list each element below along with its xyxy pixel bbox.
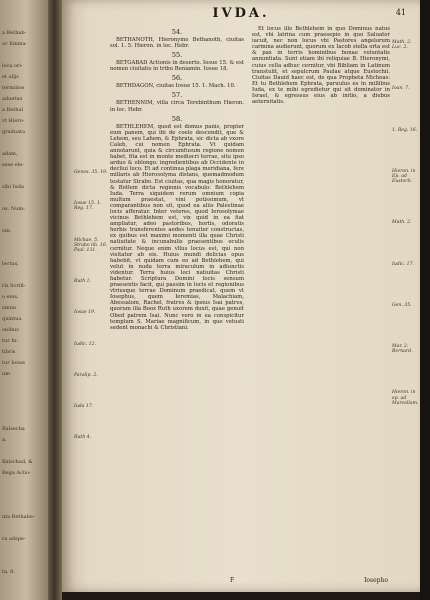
dictionary-entry: [110, 51, 244, 72]
left-page-fragment: a Bethul: [2, 107, 24, 113]
margin-note: Ioan. 7.: [392, 86, 410, 92]
margin-note: Gen. 35.: [392, 302, 412, 308]
signature-mark: F: [230, 577, 235, 584]
left-page-fragment: os. Num-: [2, 206, 25, 212]
book-page: [62, 0, 420, 592]
margin-note: 1. Reg. 16.: [392, 127, 418, 133]
left-margin-notes: [74, 170, 108, 466]
catchword: Iosepho: [364, 577, 388, 584]
margin-note: Hieron. in Ep. ad Eustoch.: [392, 168, 416, 185]
left-page-fragment: sibi Iuda: [2, 184, 24, 190]
left-page-fragment: esse ele-: [2, 162, 24, 168]
left-page-fragment: terminos: [2, 85, 25, 91]
running-head: [62, 6, 420, 20]
left-page-fragment: a.: [2, 437, 7, 443]
entry-text: BETHDAGON, ciuitas Iosue 15. 1. Mach. 10.: [116, 83, 236, 90]
left-page-fragment: lectus,: [2, 261, 19, 267]
margin-note: Iosue 19.: [74, 310, 96, 316]
left-page-fragment: tur Iosue: [2, 360, 25, 366]
left-page-fragment: tibris: [2, 349, 16, 355]
left-page-fragment: loca ori-: [2, 63, 23, 69]
left-page-fragment: aduetus: [2, 96, 23, 102]
left-page-fragment: et alijs: [2, 74, 19, 80]
dictionary-entry: [110, 91, 244, 112]
left-page-fragment: Balschad, &: [2, 459, 33, 465]
entry-number: 58.: [171, 114, 183, 123]
left-page-fragment: onibus: [2, 327, 19, 333]
left-page-fragment: nta Bethabe-: [2, 514, 35, 520]
page-title: IVDA.: [212, 6, 270, 21]
left-page-fragment: vt Hiero-: [2, 118, 25, 124]
left-page-fragment: Balsecha: [2, 426, 25, 432]
left-page-fragment: ta. 8.: [2, 569, 15, 575]
left-page-fragment: omne: [2, 305, 16, 311]
left-page-fragment: adam,: [2, 151, 18, 157]
margin-note: Iudic. 12.: [74, 341, 96, 347]
margin-note: Paralip. 2.: [74, 372, 98, 378]
margin-note: Math. 2. Luc. 2.: [392, 40, 412, 51]
dictionary-entry: [110, 115, 244, 331]
margin-note: Ruth 1.: [74, 279, 92, 285]
dictionary-entry: [110, 74, 244, 89]
entry-number: 54.: [171, 28, 183, 36]
left-page-fragment: a Bethab-: [2, 30, 27, 36]
entry-number: 57.: [171, 91, 183, 100]
margin-note: Michae. 5. Strabo lib. 16. Psal. 131.: [74, 237, 108, 254]
left-page-fragment: quintus.: [2, 316, 23, 322]
entry-text: Et locus ille Bethlehem in quo Dominus natus est, vbi latrina cum praesepio in quo Saluator iacuit, nec non locus vbi Pastores angelorum carmina audierunt, quorum ex Iacob stella orta est & pax in terris hominibus bonae voluntatis annuntiata. Sunt etiam ibi reliquiae B. Hieronymi, cuius cella adhuc cernitur, vbi Bibliam in Latinum transtulit, et sepulcrum Paulae atque Eustochii. Ciuitas Dauid haec est, de qua Propheta Micheas: Et tu Bethlehem Ephrata, paruulus es in millibus Iuda, ex te mihi egredietur qui sit dominator in Israel, & egressus eius ab initio, a diebus aeternitatis.: [252, 26, 390, 106]
dictionary-entry: [110, 28, 244, 49]
dictionary-entry: [252, 26, 390, 105]
left-page-fragment: o eius,: [2, 294, 19, 300]
entry-text: BETHENNIM, villa circa Terebinthum Hieron. in loc. Hebr.: [110, 100, 244, 113]
entry-number: 56.: [171, 74, 183, 83]
margin-note: Iosue 15. 1. Reg. 17.: [74, 201, 102, 212]
entry-text: BETHANOTH, Hieronymo Bethanoth, ciuitas sol. 1. 5. Hieron. in loc. Hebr.: [110, 37, 244, 50]
left-page-fragment: om.: [2, 228, 12, 234]
text-column-left: [110, 26, 244, 586]
margin-note: Ruth 4.: [74, 435, 92, 441]
right-dark-edge: [420, 0, 430, 600]
text-column-right: [252, 26, 390, 586]
left-page-fragment: graduata: [2, 129, 25, 135]
left-page-fragment: ra adspe-: [2, 536, 26, 542]
margin-note: Math. 2.: [392, 220, 412, 226]
margin-note: Iudic. 17.: [392, 261, 414, 267]
entry-text: BETGABAD Actionis in deserto. Iosue 15. & est nomen ciuitatis in tribu Beniamin. Iosue 18.: [110, 60, 244, 73]
left-page-fragment: um: [2, 371, 10, 377]
left-page-fragment: Bega Aclio-: [2, 470, 31, 476]
entry-number: 55.: [171, 51, 183, 60]
margin-note: Iuda 17.: [74, 404, 94, 410]
left-page-fragment: oc Emma-: [2, 41, 28, 47]
page-bottom-shadow: [62, 592, 420, 600]
left-page-edge: [0, 0, 48, 600]
left-page-fragment: ris Scrifl-: [2, 283, 26, 289]
margin-note: Mar. 2. Bernard.: [392, 344, 413, 355]
margin-note: Hieron. in ep. ad Marcellam.: [392, 390, 419, 406]
margin-note: Genes. 35. 19.: [74, 170, 108, 175]
right-margin-notes: [392, 40, 418, 442]
left-page-fragment: tur In-: [2, 338, 19, 344]
entry-text: BETHLEHEM, quod est domus panis, propter eum panem, qui ibi de coelo descendit, que & Lehem, seu Lahem, & Ephrata, sic dicta ab vxore Caleb, cui nomen Ephrata. Vt quidam annotarunt, quia & circumfusum regione nomen habet, fita est in monte mediocri terrae, situ ipso arduo & oblongo: ingredientibus ab Occidente in decliui loco. Et ad continua plaga meridiana, fere millaris ab Hierosolyma distans, quemadmodum testatur Strabo. Est ciuitas, qua magis honoratur, & Betlem dicta regionis vocabulo: Bethlehem Iuda. Terra siquidem rerum omnium copia multum praestat, vini potissimum, vt comparantibus non sit, quod ea aliis Palestinae locis afferatur. Inter veteres, quod Ierosolymae vicinus Bethlehem est, vix quid in ea fiat ampliatur, adeo pastoribus, hortis, odoratis herbis transferentes aedes tenuiter constructas, ex quibus est maximi momenti illa quae Christi natiuitate & incunabulis praesentibus oculis cernitur. Neque enim vllus locus est, qui non visitatur ab eis. Huius mundi delicias opus habebit, vt quidam cum eo ad Bethlehem, qui velut in nuda terra miraculum in adiunctis videntur. Terra huius loci natiuitas Christi habetur. Scriptura Domini locis sensum praesentis facit, qui passim in locis et regionibus vtriusque terrae Dominum praedicat, quem vt Iosephus, quem Ieremias, Malachiam, Abessalom, Rachel, fratres & ipsius Isai patres, quorum illa Booz Ruth uxorem duxit, quae genuit Obed patrem Isai. Nunc vero in ea conspicitur templum S. Mariae magnificum, in quo vetusti sedent monachi & Christiani.: [110, 123, 244, 331]
page-number: 41: [395, 8, 406, 17]
